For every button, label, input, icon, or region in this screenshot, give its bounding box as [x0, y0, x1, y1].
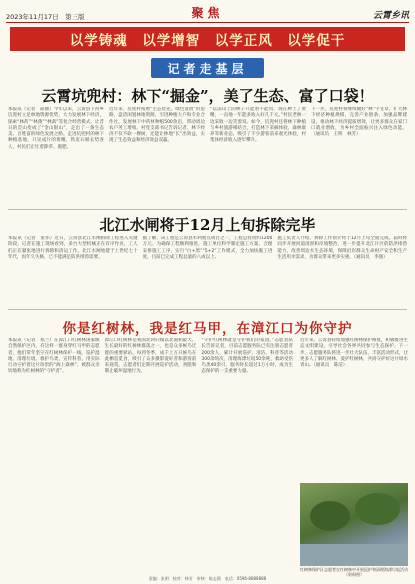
- article1-headline: 云霄坑兜村：林下“掘金”，美了生态、富了口袋！: [41, 87, 374, 105]
- article3-col: 漳江口红树林是我国北回归线以北面积最大、生长最好的红树林群落之一，也是众多候鸟迁徙的重要驿站。每到冬季，成千上万只候鸟在此栖息觅食，吸引了众多摄影爱好者和游客前来观赏。志愿者们定期开展巡护活动，劝阻和制止破坏湿地行为。: [104, 338, 197, 375]
- photo-caption: 红树林保护区志愿者在红树林中开展巡护和清理海漂垃圾活动（资料图）: [300, 567, 408, 577]
- article3-col: 本报讯（记者 郑兰）在漳江口红树林国家级自然保护区内，有这样一群身穿红马甲的志愿者，他们常年坚守在红树林保护一线，巡护湿地、清理垃圾、救护鸟类、宣传科普，用实际行动守护着这片珍贵的“海上森林”，被群众亲切地称为红树林的“守护者”。: [8, 338, 100, 375]
- column-tag: 记者走基层: [151, 58, 263, 78]
- article3-headline: 你是红树林，我是红马甲，在漳江口为你守护: [62, 321, 353, 337]
- article1-col: 下一步，坑兜村将继续做好“林”字文章，扩大林下经济种植规模，完善产业链条，加强品牌建设，推动林下经济提质增效，让更多群众在家门口就业增收，为乡村全面振兴注入绿色动能。（通讯员 王明 林芳）: [311, 107, 407, 138]
- article2-col: 本报讯（记者 张伟）近日，云霄县北江水闸拆除工程进入关键阶段。记者在施工现场看到，多台大型机械正在有序作业，工人们正在紧张地进行拆除和清运工作。北江水闸始建于上世纪七十年代，因年久失修，已不能满足防洪排涝需要。: [8, 236, 138, 260]
- article3-body-right: [300, 338, 408, 480]
- article3-col: “守护红树林就是守护我们的家园。”志愿者队长告诉记者，目前志愿服务队已有注册志愿者200余人，累计开展巡护、清洁、科普等活动300余场次，清理海漂垃圾50余吨，救助受伤鸟类40余只，服务时长超过1万小时，成为生态保护的一支重要力量。: [201, 338, 294, 375]
- section-title: 聚焦: [191, 6, 224, 20]
- article2-headline: 北江水闸将于12月上旬拆除完毕: [99, 216, 316, 234]
- tree-shape: [310, 501, 350, 531]
- article3-col: 近年来，云霄县持续加强红树林保护修复，积极推进生态文明建设，引导社会各界共同参与生态保护。下一步，志愿服务队将进一步壮大队伍，丰富活动形式，让更多人了解红树林、爱护红树林，共同守护好这片绿水青山。（通讯员 陈洁）: [300, 338, 408, 369]
- mangrove-photo: [300, 483, 408, 566]
- article1-col: “以前山上的林子只能看不能用，现在种上了黄精，一亩地一年能多收入好几千元。”村民老林一边采收一边笑着说。如今，坑兜村还将林下种植与乡村旅游相结合，打造林下采摘体验、森林康养等新业态，吸引了不少游客前来观光体验，村集体经济收入逐年攀升。: [210, 107, 306, 144]
- article1-body: [8, 107, 407, 205]
- article2-body: [8, 236, 407, 302]
- article1-col: 本报讯（记者 陈丽）今年以来，云霄县下河乡坑兜村立足林地资源优势，大力发展林下经济，探索“林药”“林菌”“林禽”等复合经营模式，让昔日的荒山变成了“金山银山”，走出了一条生态美、百姓富的绿色发展之路。走进坑兜村的林下种植基地，只见成片的黄精、铁皮石斛长势喜人，村民们正忙着除草、施肥。: [8, 107, 104, 150]
- tree-shape: [355, 493, 400, 525]
- slogan-banner: 以学铸魂 以学增智 以学正风 以学促干: [10, 27, 405, 51]
- page-header: [6, 3, 409, 23]
- article2-col: 据了解，该工程是云霄县水利重点项目之一，工程总投资约1200万元。为确保工程顺利推进，施工单位科学制定施工方案，合理安排施工工序，实行“白+黑”“5+2”工作模式，全力加快施工进度，目前已完成工程总量的八成以上。: [142, 236, 273, 260]
- paper-name: 云霄乡讯: [372, 11, 409, 21]
- divider: [8, 309, 407, 310]
- column-tag-wrap: [0, 58, 415, 78]
- article2-col: 施工负责人介绍，拆除工作预计将于12月上旬全面完成。届时将同步开展河道清淤和岸坡整治，进一步提升北江片区的防洪排涝能力，改善周边水生态环境，保障沿岸群众生命财产安全和生产生活用水需求，为群众带来更多实惠。（通讯员 李强）: [277, 236, 408, 260]
- divider: [8, 209, 407, 210]
- article1-col: 近年来，坑兜村按照“生态优先、绿色发展”的思路，盘活闲置林地资源，引进种植大户和专业合作社，发展林下中药材种植500余亩，带动周边农户务工增收。村党支部书记告诉记者，林下经济不仅不砍一棵树，还能让林地“长”出效益，实现了生态效益和经济效益双赢。: [109, 107, 205, 144]
- water-shape: [300, 544, 408, 566]
- article3-body-left: [8, 338, 293, 570]
- page-footer: 责编：张明 校对：林芳 审核：陈志强 电话：0596-8888888: [148, 576, 267, 581]
- issue-date: 2023年11月17日 第三版: [6, 13, 85, 21]
